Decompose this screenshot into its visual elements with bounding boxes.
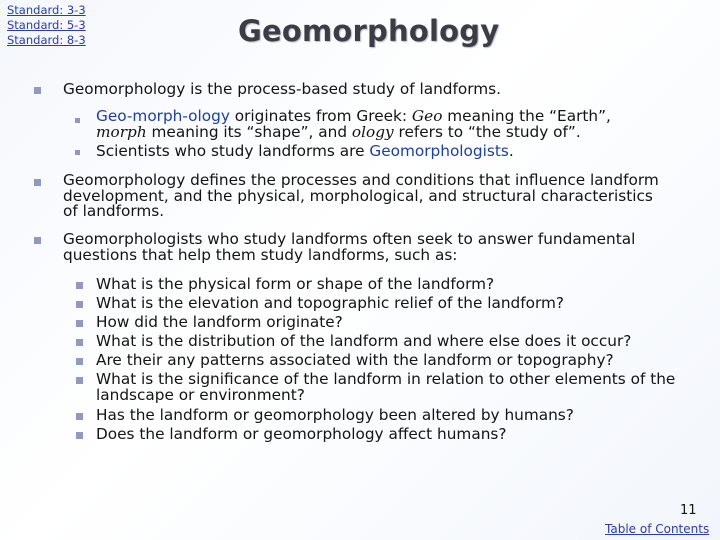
sub1-text-b: meaning the “Earth”, [442,107,611,125]
question-item: What is the significance of the landform in relation to other elements of the landscape or environment? [96,370,676,404]
standard-link-3-3[interactable]: Standard: 3-3 [7,3,86,17]
sub1-text-a: originates from Greek: [229,107,412,125]
page-number: 11 [680,503,697,518]
bullet-square-icon [34,87,41,94]
table-of-contents-link[interactable]: Table of Contents [605,522,710,536]
standard-link-5-3[interactable]: Standard: 5-3 [7,18,86,32]
ology-word: ology [351,122,394,141]
sub-bullet-1-text [96,109,666,140]
question-bullet-icon [76,432,83,439]
question-item: What is the elevation and topographic relief of the landform? [96,294,565,312]
question-bullet-icon [76,358,83,365]
question-bullet-icon [76,301,83,308]
geomorphologists-term: Geomorphologists [369,142,509,160]
geo-morph-ology-term: Geo-morph-ology [96,107,230,125]
sub-bullet-square-icon [75,118,80,123]
bullet-square-icon [34,179,41,186]
question-bullet-icon [76,377,83,384]
sub-bullet-2-text [96,144,666,160]
standard-link-8-3[interactable]: Standard: 8-3 [7,33,86,47]
question-item: How did the landform originate? [96,313,343,331]
question-item: Are their any patterns associated with the landform or topography? [96,351,614,369]
bullet-3-text: Geomorphologists who study landforms often seek to answer fundamental questions that help them study landforms, such as: [63,230,636,264]
question-bullet-icon [76,282,83,289]
question-item: What is the distribution of the landform and where else does it occur? [96,332,632,350]
slide-title: Geomorphology [238,14,500,48]
geo-word: Geo [411,107,443,125]
question-bullet-icon [76,339,83,346]
sub1-text-c: meaning its “shape”, and [146,122,352,141]
bullet-2-text: Geomorphology defines the processes and conditions that influence landform development, and the physical, morphological, and structural characteristics of landforms. [63,171,659,220]
sub2-text-a: Scientists who study landforms are [96,142,370,160]
bullet-square-icon [34,237,41,244]
morph-word: morph [96,122,147,141]
question-item: Does the landform or geomorphology affect humans? [96,425,507,443]
bullet-1-text: Geomorphology is the process-based study of landforms. [63,80,501,98]
sub2-text-b: . [508,142,514,160]
sub1-text-d: refers to “the study of”. [393,122,581,141]
sub-bullet-square-icon [75,150,80,155]
standards-links [7,3,86,48]
question-bullet-icon [76,413,83,420]
question-item: What is the physical form or shape of the landform? [96,275,495,293]
question-bullet-icon [76,320,83,327]
question-item: Has the landform or geomorphology been altered by humans? [96,406,574,424]
